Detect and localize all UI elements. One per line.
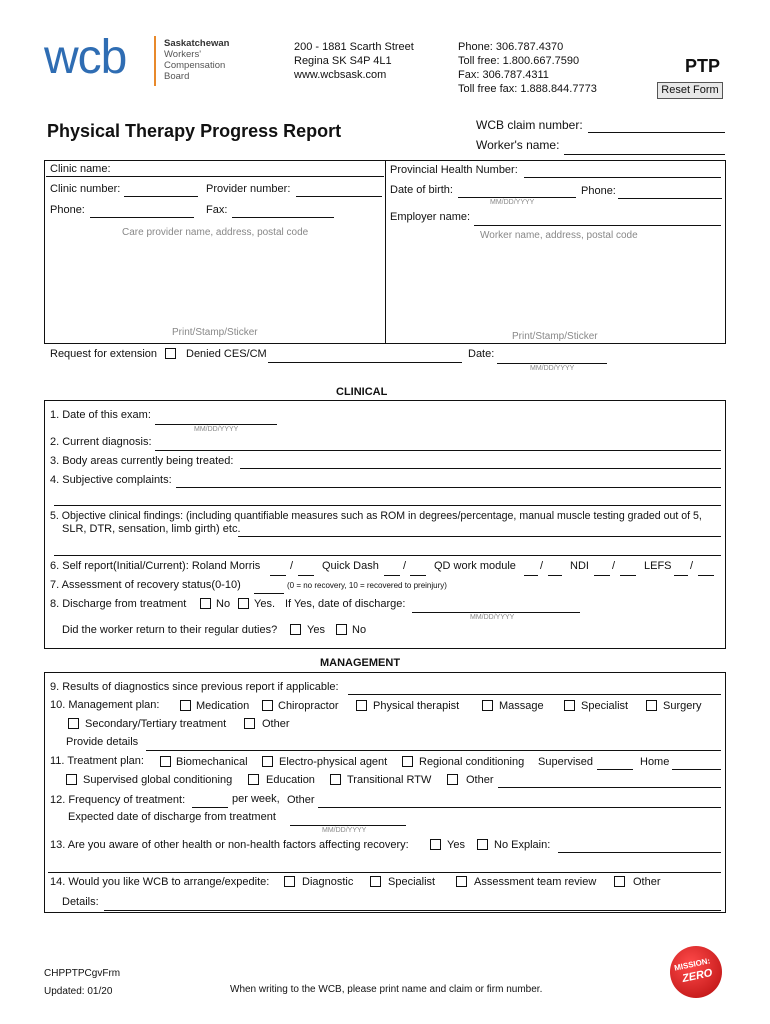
plan-surgery-label: Surgery bbox=[663, 700, 702, 712]
return-no-checkbox[interactable] bbox=[336, 624, 347, 635]
roland-initial-field[interactable] bbox=[270, 575, 286, 576]
q7-label: 7. Assessment of recovery status(0-10) bbox=[50, 579, 241, 591]
recovery-scale-note: (0 = no recovery, 10 = recovered to preinjury) bbox=[287, 581, 447, 590]
treat-education-checkbox[interactable] bbox=[248, 774, 259, 785]
body-areas-field[interactable] bbox=[240, 468, 721, 469]
home-label: Home bbox=[640, 756, 670, 768]
plan-surgery-checkbox[interactable] bbox=[646, 700, 657, 711]
treat-biomechanical-checkbox[interactable] bbox=[160, 756, 171, 767]
objective-field[interactable] bbox=[238, 536, 721, 537]
worker-dob-format: MM/DD/YYYY bbox=[490, 199, 535, 206]
treat-electro-checkbox[interactable] bbox=[262, 756, 273, 767]
expected-discharge-field[interactable] bbox=[290, 825, 406, 826]
treat-global-checkbox[interactable] bbox=[66, 774, 77, 785]
claim-number-field[interactable] bbox=[588, 132, 725, 133]
factors-no-label: No Explain: bbox=[494, 839, 551, 851]
discharge-date-label: If Yes, date of discharge: bbox=[285, 598, 406, 610]
clinical-heading: CLINICAL bbox=[336, 386, 388, 398]
diagnosis-field[interactable] bbox=[155, 450, 721, 451]
q13-label: 13. Are you aware of other health or non-health factors affecting recovery: bbox=[50, 839, 409, 851]
discharge-date-field[interactable] bbox=[412, 612, 580, 613]
updated-date: Updated: 01/20 bbox=[44, 986, 113, 997]
plan-other-checkbox[interactable] bbox=[244, 718, 255, 729]
care-provider-hint: Care provider name, address, postal code bbox=[122, 227, 309, 238]
frequency-field[interactable] bbox=[192, 807, 228, 808]
denied-cescm-label: Denied CES/CM bbox=[186, 348, 267, 360]
treat-other-field[interactable] bbox=[498, 787, 721, 788]
q1-label: 1. Date of this exam: bbox=[50, 409, 151, 421]
return-duties-label: Did the worker return to their regular duties? bbox=[62, 624, 278, 636]
worker-name-field[interactable] bbox=[564, 154, 725, 155]
treat-other-checkbox[interactable] bbox=[447, 774, 458, 785]
plan-other-label: Other bbox=[262, 718, 290, 730]
factors-yes-label: Yes bbox=[447, 839, 465, 851]
frequency-other-label: Other bbox=[287, 794, 315, 806]
clinic-name-label: Clinic name: bbox=[50, 163, 111, 175]
exam-date-format: MM/DD/YYYY bbox=[194, 426, 239, 433]
q4-label: 4. Subjective complaints: bbox=[50, 474, 172, 486]
qd-initial-field[interactable] bbox=[524, 575, 538, 576]
q5-label-line1: 5. Objective clinical findings: (including quantifiable measures such as ROM in degrees/percentage, manual muscle testing graded out of 5, bbox=[50, 510, 702, 522]
treat-electro-label: Electro-physical agent bbox=[279, 756, 388, 768]
extension-date-format: MM/DD/YYYY bbox=[530, 365, 575, 372]
mission-zero-bottom: ZERO bbox=[681, 966, 714, 986]
form-code: PTP bbox=[685, 56, 721, 76]
clinic-fax-label: Fax: bbox=[206, 204, 228, 216]
reset-form-button[interactable]: Reset Form bbox=[657, 82, 723, 99]
treat-biomechanical-label: Biomechanical bbox=[176, 756, 248, 768]
plan-massage-checkbox[interactable] bbox=[482, 700, 493, 711]
discharge-no-label: No bbox=[216, 598, 231, 610]
factors-yes-checkbox[interactable] bbox=[430, 839, 441, 850]
lefs-slash: / bbox=[690, 560, 694, 572]
roland-current-field[interactable] bbox=[298, 575, 314, 576]
treat-rtw-checkbox[interactable] bbox=[330, 774, 341, 785]
expected-discharge-label: Expected date of discharge from treatment bbox=[68, 811, 276, 823]
arrange-diagnostic-checkbox[interactable] bbox=[284, 876, 295, 887]
q5-label-line2: SLR, DTR, sensation, limb girth) etc. bbox=[62, 523, 241, 535]
logo-wordmark: wcb bbox=[44, 31, 127, 84]
worker-address-hint: Worker name, address, postal code bbox=[480, 230, 638, 241]
treat-other-label: Other bbox=[466, 774, 494, 786]
q9-label: 9. Results of diagnostics since previous report if applicable: bbox=[50, 681, 339, 693]
plan-medication-checkbox[interactable] bbox=[180, 700, 191, 711]
dash-slash: / bbox=[403, 560, 407, 572]
lefs-label: LEFS bbox=[644, 560, 672, 572]
worker-dob-field[interactable] bbox=[458, 197, 576, 198]
worker-name-label: Worker's name: bbox=[476, 138, 560, 152]
details-label: Details: bbox=[62, 896, 99, 908]
lefs-current-field[interactable] bbox=[698, 575, 714, 576]
provider-number-label: Provider number: bbox=[206, 183, 291, 195]
home-field[interactable] bbox=[672, 769, 721, 770]
objective-field-2[interactable] bbox=[54, 555, 721, 556]
quick-dash-label: Quick Dash bbox=[322, 560, 379, 572]
wcb-logo bbox=[44, 31, 244, 88]
arrange-specialist-checkbox[interactable] bbox=[370, 876, 381, 887]
provider-number-field[interactable] bbox=[296, 196, 382, 197]
clinic-phone-label: Phone: bbox=[50, 204, 85, 216]
arrange-assessment-checkbox[interactable] bbox=[456, 876, 467, 887]
factors-no-checkbox[interactable] bbox=[477, 839, 488, 850]
treat-global-label: Supervised global conditioning bbox=[83, 774, 233, 786]
q10-label: 10. Management plan: bbox=[50, 699, 160, 711]
clinic-phone-field[interactable] bbox=[90, 217, 194, 218]
form-code-footer: CHPPTPCgvFrm bbox=[44, 968, 121, 979]
return-no-label: No bbox=[352, 624, 367, 636]
return-yes-checkbox[interactable] bbox=[290, 624, 301, 635]
ndi-initial-field[interactable] bbox=[594, 575, 610, 576]
qd-current-field[interactable] bbox=[548, 575, 562, 576]
arrange-assessment-label: Assessment team review bbox=[474, 876, 597, 888]
diagnostics-results-field[interactable] bbox=[348, 694, 721, 695]
worker-phone-field[interactable] bbox=[618, 198, 722, 199]
exam-date-field[interactable] bbox=[155, 424, 277, 425]
clinic-number-label: Clinic number: bbox=[50, 183, 121, 195]
discharge-no-checkbox[interactable] bbox=[200, 598, 211, 609]
plan-physical-therapist-label: Physical therapist bbox=[373, 700, 460, 712]
q12-label: 12. Frequency of treatment: bbox=[50, 794, 186, 806]
treat-regional-label: Regional conditioning bbox=[419, 756, 525, 768]
qd-work-label: QD work module bbox=[434, 560, 516, 572]
lefs-initial-field[interactable] bbox=[674, 575, 688, 576]
clinic-number-field[interactable] bbox=[124, 196, 198, 197]
expected-discharge-format: MM/DD/YYYY bbox=[322, 827, 367, 834]
details-field[interactable] bbox=[104, 910, 721, 911]
arrange-other-checkbox[interactable] bbox=[614, 876, 625, 887]
clinic-worker-divider bbox=[385, 160, 386, 344]
recovery-status-field[interactable] bbox=[254, 593, 284, 594]
footer-note: When writing to the WCB, please print name and claim or firm number. bbox=[230, 984, 543, 995]
worker-dob-label: Date of birth: bbox=[390, 184, 453, 196]
logo-org-name: Saskatchewan Workers' Compensation Board bbox=[164, 38, 230, 82]
provide-details-field[interactable] bbox=[146, 750, 721, 751]
page-title: Physical Therapy Progress Report bbox=[47, 121, 342, 141]
factors-explain-field[interactable] bbox=[558, 852, 721, 853]
subjective-field[interactable] bbox=[176, 487, 721, 488]
clinic-name-field[interactable] bbox=[46, 176, 384, 177]
plan-secondary-label: Secondary/Tertiary treatment bbox=[85, 718, 227, 730]
treat-regional-checkbox[interactable] bbox=[402, 756, 413, 767]
per-week-label: per week, bbox=[232, 793, 280, 805]
plan-massage-label: Massage bbox=[499, 700, 544, 712]
subjective-field-2[interactable] bbox=[54, 505, 721, 506]
supervised-field[interactable] bbox=[597, 769, 633, 770]
phn-field[interactable] bbox=[524, 177, 721, 178]
q2-label: 2. Current diagnosis: bbox=[50, 436, 152, 448]
plan-specialist-label: Specialist bbox=[581, 700, 629, 712]
supervised-label: Supervised bbox=[538, 756, 594, 768]
q8-label: 8. Discharge from treatment bbox=[50, 598, 187, 610]
arrange-other-label: Other bbox=[633, 876, 661, 888]
wcb-contact: Phone: 306.787.4370 Toll free: 1.800.667.7590 Fax: 306.787.4311 Toll free fax: 1.888.844.7773 bbox=[458, 41, 597, 95]
worker-phone-label: Phone: bbox=[581, 185, 616, 197]
mission-zero-logo bbox=[670, 946, 722, 998]
management-heading: MANAGEMENT bbox=[320, 657, 401, 669]
employer-name-field[interactable] bbox=[474, 225, 721, 226]
roland-slash: / bbox=[290, 560, 294, 572]
claim-number-label: WCB claim number: bbox=[476, 118, 583, 132]
wcb-address: 200 - 1881 Scarth Street Regina SK S4P 4L1 www.wcbsask.com bbox=[294, 41, 414, 81]
plan-chiropractor-label: Chiropractor bbox=[278, 700, 339, 712]
denied-cescm-field[interactable] bbox=[268, 362, 462, 363]
plan-specialist-checkbox[interactable] bbox=[564, 700, 575, 711]
dash-initial-field[interactable] bbox=[384, 575, 400, 576]
plan-chiropractor-checkbox[interactable] bbox=[262, 700, 273, 711]
treat-education-label: Education bbox=[266, 774, 315, 786]
worker-stamp-hint: Print/Stamp/Sticker bbox=[512, 331, 598, 342]
qd-slash: / bbox=[540, 560, 544, 572]
ndi-slash: / bbox=[612, 560, 616, 572]
dash-current-field[interactable] bbox=[410, 575, 426, 576]
discharge-yes-checkbox[interactable] bbox=[238, 598, 249, 609]
clinic-fax-field[interactable] bbox=[232, 217, 334, 218]
ndi-current-field[interactable] bbox=[620, 575, 636, 576]
plan-medication-label: Medication bbox=[196, 700, 250, 712]
q3-label: 3. Body areas currently being treated: bbox=[50, 455, 234, 467]
plan-physical-therapist-checkbox[interactable] bbox=[356, 700, 367, 711]
arrange-specialist-label: Specialist bbox=[388, 876, 436, 888]
arrange-diagnostic-label: Diagnostic bbox=[302, 876, 354, 888]
ndi-label: NDI bbox=[570, 560, 589, 572]
return-yes-label: Yes bbox=[307, 624, 325, 636]
treat-rtw-label: Transitional RTW bbox=[347, 774, 432, 786]
mission-zero-top: MISSION: bbox=[673, 956, 711, 973]
request-extension-label: Request for extension bbox=[50, 348, 158, 360]
clinic-stamp-hint: Print/Stamp/Sticker bbox=[172, 327, 258, 338]
phn-label: Provincial Health Number: bbox=[390, 164, 518, 176]
factors-explain-field-2[interactable] bbox=[48, 872, 721, 873]
request-extension-checkbox[interactable] bbox=[165, 348, 176, 359]
discharge-date-format: MM/DD/YYYY bbox=[470, 614, 515, 621]
employer-name-label: Employer name: bbox=[390, 211, 471, 223]
extension-date-field[interactable] bbox=[497, 363, 607, 364]
logo-divider bbox=[154, 36, 156, 86]
q14-label: 14. Would you like WCB to arrange/expedite: bbox=[50, 876, 270, 888]
plan-secondary-checkbox[interactable] bbox=[68, 718, 79, 729]
q6-label: 6. Self report(Initial/Current): Roland Morris bbox=[50, 560, 261, 572]
q11-label: 11. Treatment plan: bbox=[50, 755, 144, 767]
provide-details-label: Provide details bbox=[66, 736, 139, 748]
discharge-yes-label: Yes. bbox=[254, 598, 276, 610]
extension-date-label: Date: bbox=[468, 348, 495, 360]
frequency-other-field[interactable] bbox=[318, 807, 721, 808]
